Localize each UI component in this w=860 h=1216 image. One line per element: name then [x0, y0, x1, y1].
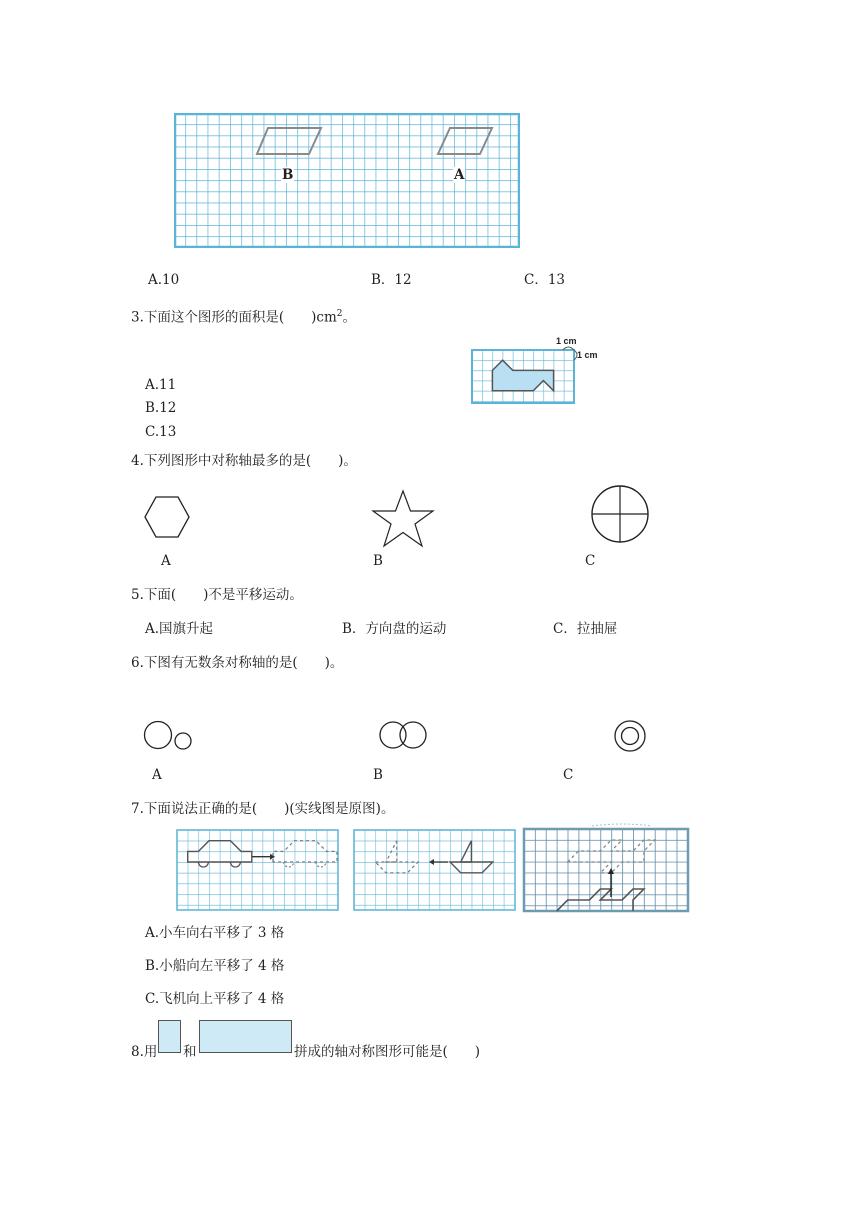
- q5-option-c[interactable]: C．拉抽屉: [553, 621, 618, 637]
- q3-prompt-start: 3.下面这个图形的面积是(: [131, 309, 285, 326]
- q3-prompt-unit: )cm: [311, 309, 337, 326]
- q5-prompt: 5.下面( )不是平移运动。: [131, 587, 303, 603]
- q6-prompt: 6.下图有无数条对称轴的是( )。: [131, 655, 344, 671]
- q8-prompt-start: 8.用: [131, 1044, 158, 1060]
- q3-prompt-end: 。: [342, 309, 357, 326]
- q3-unit-label-height: 1 cm: [577, 350, 598, 360]
- grid-label-b: B: [282, 167, 294, 183]
- q7-option-a[interactable]: A.小车向右平移了 3 格: [145, 925, 285, 941]
- q7-option-c[interactable]: C.飞机向上平移了 4 格: [145, 991, 285, 1007]
- q2-option-b[interactable]: B．12: [371, 272, 412, 288]
- two-overlapping-circles-shape: [378, 719, 430, 751]
- q7-option-b[interactable]: B.小船向左平移了 4 格: [145, 958, 285, 974]
- q2-grid-figure: [174, 113, 520, 248]
- q3-unit-label-width: 1 cm: [556, 336, 577, 346]
- q3-blank-space: [284, 310, 311, 326]
- q2-grid-svg: [174, 113, 520, 248]
- boat-translation-grid: [353, 829, 517, 911]
- q2-option-a[interactable]: A.10: [148, 272, 180, 288]
- q3-grid-figure: [470, 336, 610, 406]
- small-rectangle-piece: [158, 1020, 181, 1053]
- large-rectangle-piece: [199, 1020, 292, 1053]
- q8-prompt-end: 拼成的轴对称图形可能是( ): [294, 1044, 481, 1060]
- q8-prompt-mid: 和: [183, 1044, 197, 1060]
- q3-grid-svg: [470, 336, 610, 406]
- q3-prompt-sup: 2: [336, 309, 343, 319]
- q2-option-c[interactable]: C．13: [524, 272, 566, 288]
- q4-label-b[interactable]: B: [373, 553, 383, 569]
- q6-label-a[interactable]: A: [152, 767, 162, 783]
- q3-option-c[interactable]: C.13: [145, 424, 177, 440]
- star-shape: [370, 488, 436, 548]
- q3-prompt: [131, 306, 356, 326]
- concentric-circles-shape: [613, 719, 647, 753]
- q5-option-a[interactable]: A.国旗升起: [145, 621, 214, 637]
- q3-option-b[interactable]: B.12: [145, 400, 177, 416]
- car-translation-grid: [176, 829, 340, 911]
- circle-with-cross-shape: [589, 483, 651, 545]
- q6-label-c[interactable]: C: [563, 767, 574, 783]
- hexagon-shape: [143, 495, 191, 539]
- q6-label-b[interactable]: B: [373, 767, 383, 783]
- q4-label-a[interactable]: A: [161, 553, 171, 569]
- plane-translation-grid: [522, 822, 690, 914]
- q5-option-b[interactable]: B．方向盘的运动: [342, 621, 447, 637]
- two-separate-circles-shape: [143, 718, 195, 752]
- q4-label-c[interactable]: C: [585, 553, 596, 569]
- q3-option-a[interactable]: A.11: [145, 377, 177, 393]
- grid-label-a: A: [454, 167, 465, 183]
- q7-prompt: 7.下面说法正确的是( )(实线图是原图)。: [131, 801, 395, 817]
- q4-prompt: 4.下列图形中对称轴最多的是( )。: [131, 453, 357, 469]
